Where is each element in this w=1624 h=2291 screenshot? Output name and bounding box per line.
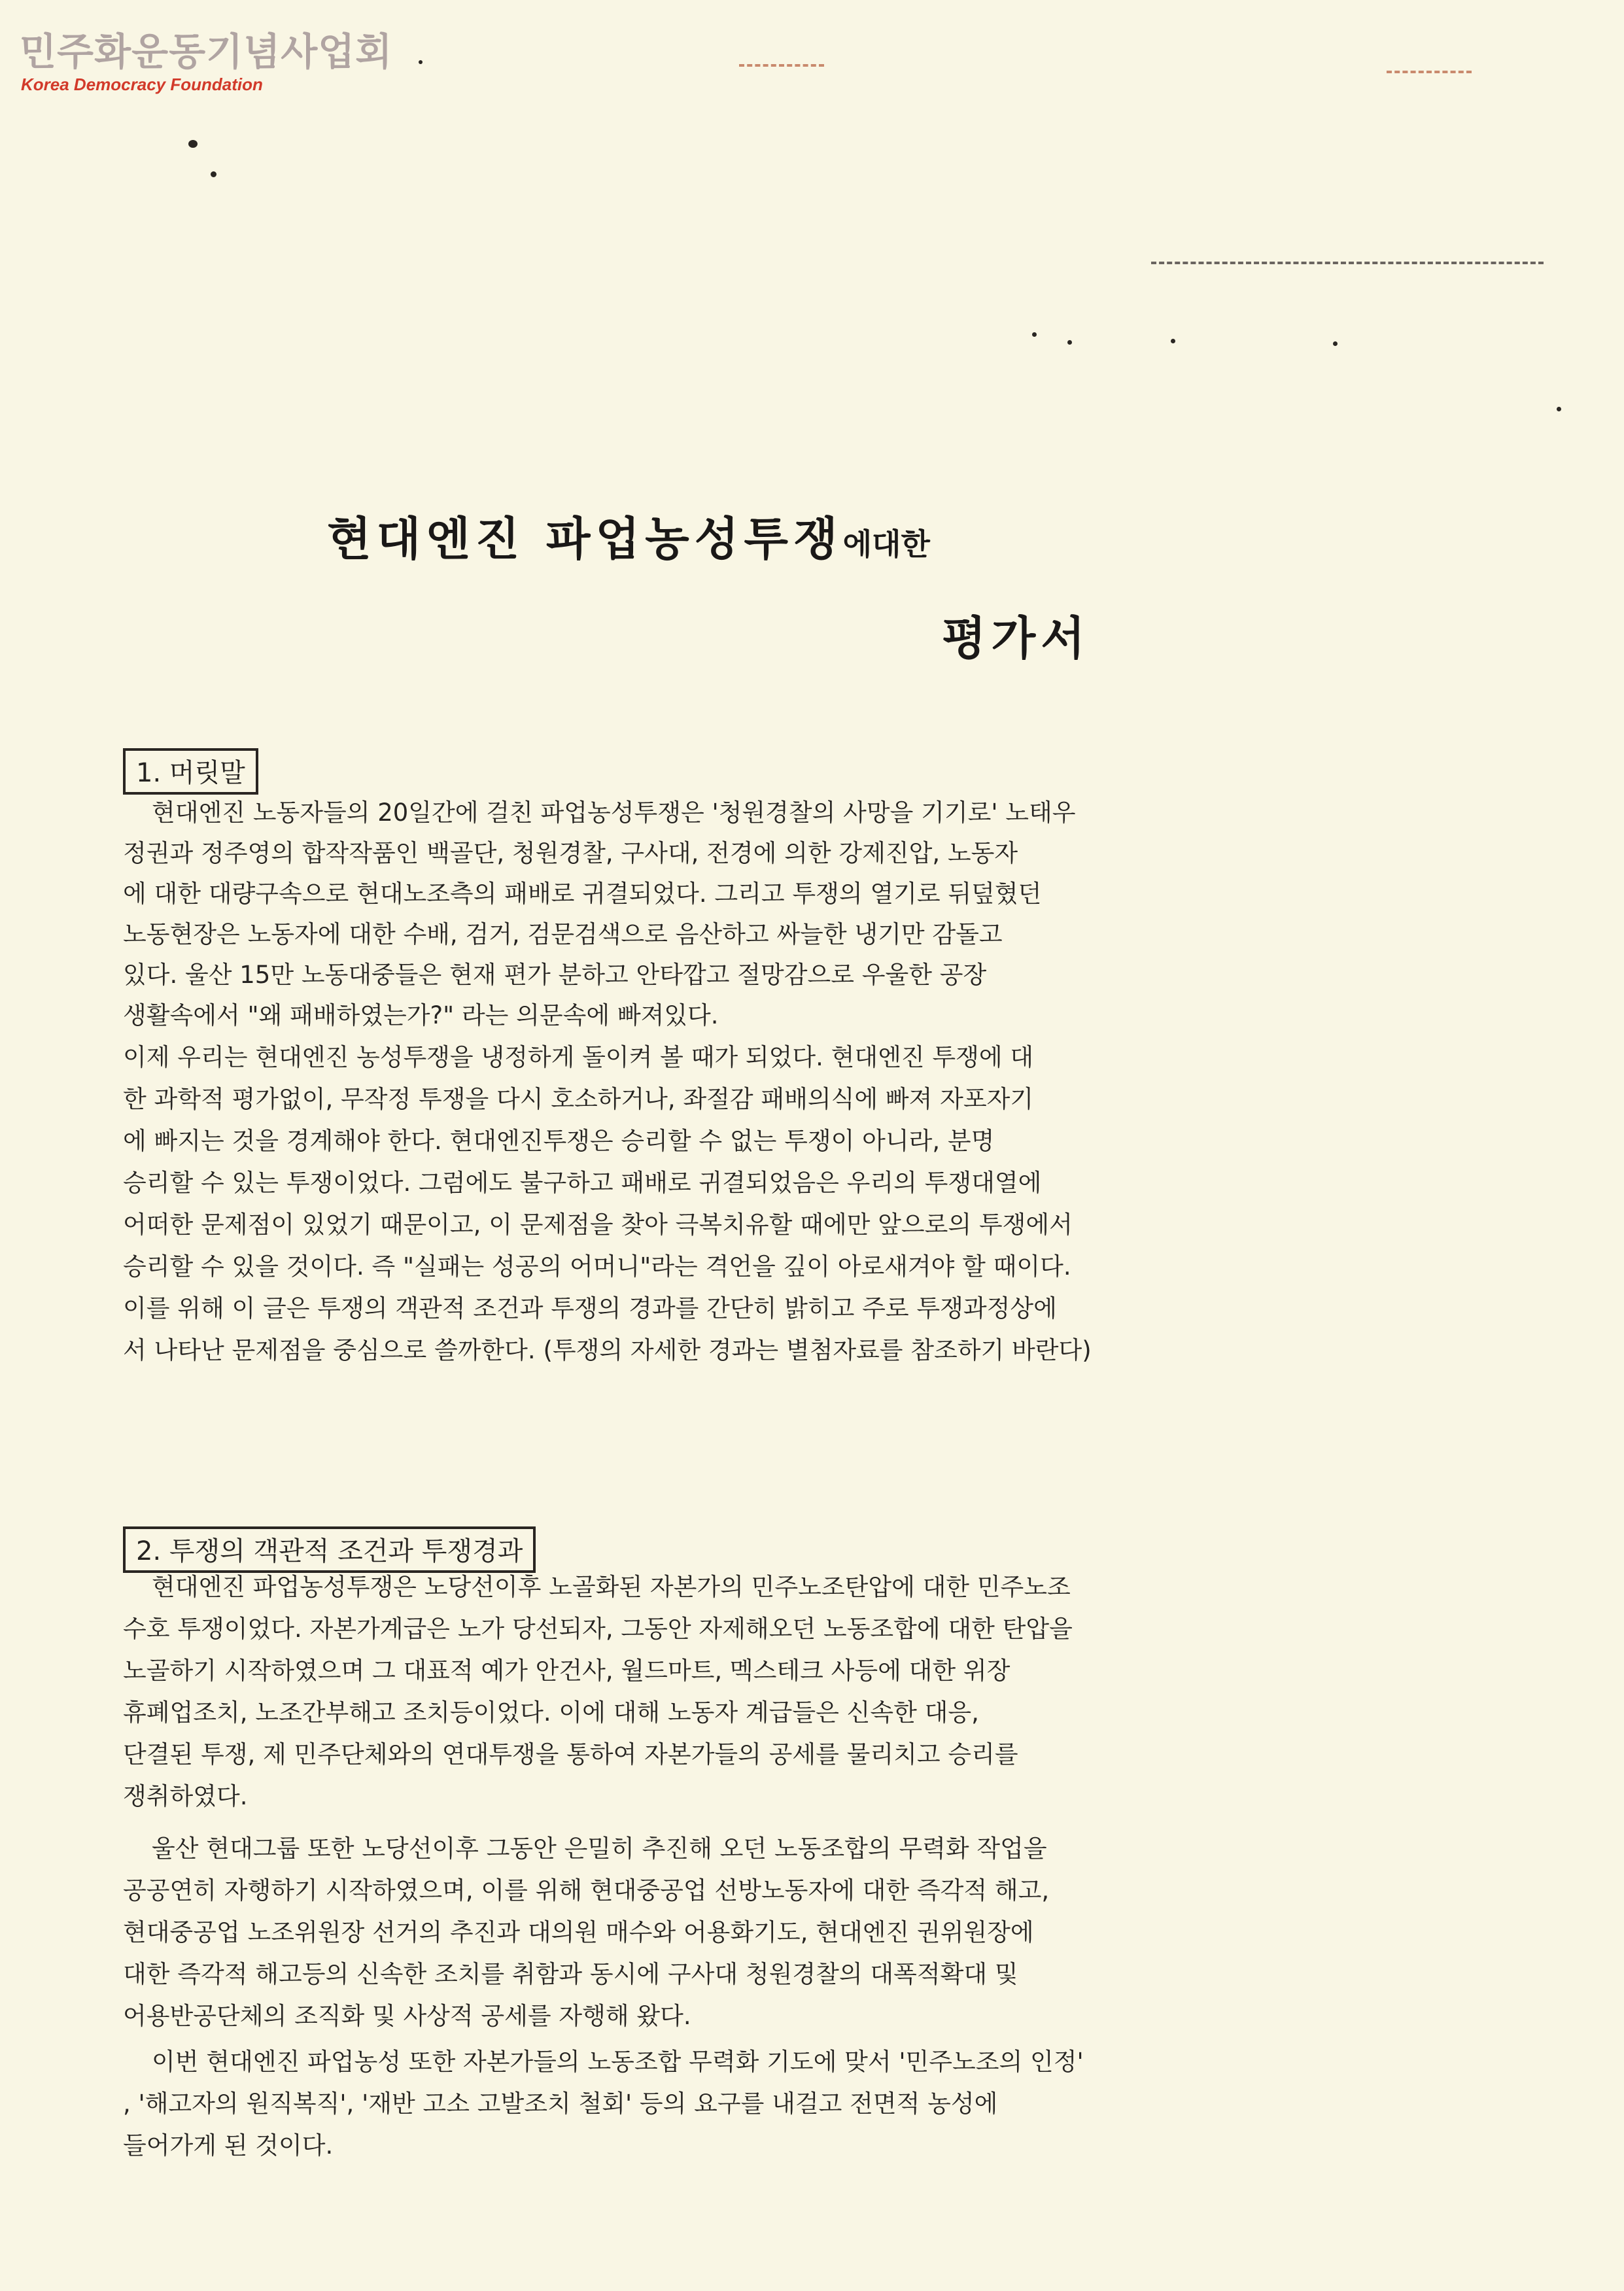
paragraph-line: 이를 위해 이 글은 투쟁의 객관적 조건과 투쟁의 경과를 간단히 밝히고 주로 투쟁과정상에 [123,1294,1057,1322]
paragraph-line: 현대중공업 노조위원장 선거의 추진과 대의원 매수와 어용화기도, 현대엔진 권위원장에 [123,1918,1034,1946]
scan-artifact [1387,71,1472,73]
paragraph-line: 서 나타난 문제점을 중심으로 쓸까한다. (투쟁의 자세한 경과는 별첨자료를 참조하기 바란다) [123,1336,1092,1364]
paragraph-line: 에 빠지는 것을 경계해야 한다. 현대엔진투쟁은 승리할 수 없는 투쟁이 아니라, 분명 [123,1127,995,1155]
scan-artifact [1151,262,1544,264]
scan-artifact [739,64,824,67]
paragraph-line: 정권과 정주영의 합작작품인 백골단, 청원경찰, 구사대, 전경에 의한 강제진압, 노동자 [123,839,1018,867]
paragraph-line: 생활속에서 "왜 패배하였는가?" 라는 의문속에 빠져있다. [123,1001,719,1029]
scan-artifact [211,171,216,177]
section-heading: 1. 머릿말 [123,748,258,795]
paragraph-line: 현대엔진 파업농성투쟁은 노당선이후 노골화된 자본가의 민주노조탄압에 대한 민주노조 [152,1573,1071,1601]
scan-artifact [1333,341,1338,346]
scan-artifact [419,60,423,64]
section-heading: 2. 투쟁의 객관적 조건과 투쟁경과 [123,1526,536,1573]
page-title [327,502,930,568]
paragraph-line: 있다. 울산 15만 노동대중들은 현재 편가 분하고 안타깝고 절망감으로 우울한 공장 [123,961,987,989]
title-main: 현대엔진 파업농성투쟁 [327,511,843,566]
paragraph-line: 대한 즉각적 해고등의 신속한 조치를 취함과 동시에 구사대 청원경찰의 대폭적확대 및 [123,1960,1018,1988]
paragraph-line: 들어가게 된 것이다. [123,2131,334,2160]
watermark-korean: 민주화운동기념사업회 [20,29,393,74]
scan-artifact [1067,340,1072,345]
watermark-english: Korea Democracy Foundation [21,75,263,94]
scan-artifact [1032,332,1037,337]
scan-artifact [188,140,198,148]
paragraph-line: 어용반공단체의 조직화 및 사상적 공세를 자행해 왔다. [123,2002,691,2030]
paragraph-line: 한 과학적 평가없이, 무작정 투쟁을 다시 호소하거나, 좌절감 패배의식에 빠져 자포자기 [123,1085,1034,1113]
paragraph-line: 울산 현대그룹 또한 노당선이후 그동안 은밀히 추진해 오던 노동조합의 무력화 작업을 [152,1835,1047,1863]
title-suffix: 에대한 [842,526,930,562]
paragraph-line: 이제 우리는 현대엔진 농성투쟁을 냉정하게 돌이켜 볼 때가 되었다. 현대엔진 투쟁에 대 [123,1043,1034,1071]
paragraph-line: 노골하기 시작하였으며 그 대표적 예가 안건사, 월드마트, 멕스테크 사등에 대한 위장 [123,1657,1011,1685]
paragraph-line: 수호 투쟁이었다. 자본가계급은 노가 당선되자, 그동안 자제해오던 노동조합에 대한 탄압을 [123,1615,1073,1643]
paragraph-line: 쟁취하였다. [123,1782,248,1810]
paragraph-line: 노동현장은 노동자에 대한 수배, 검거, 검문검색으로 음산하고 싸늘한 냉기만 감돌고 [123,920,1003,948]
paragraph-line: 승리할 수 있는 투쟁이었다. 그럼에도 불구하고 패배로 귀결되었음은 우리의 투쟁대열에 [123,1169,1042,1197]
paragraph-line: 단결된 투쟁, 제 민주단체와의 연대투쟁을 통하여 자본가들의 공세를 물리치고 승리를 [123,1740,1018,1768]
paragraph-line: 어떠한 문제점이 있었기 때문이고, 이 문제점을 찾아 극복치유할 때에만 앞으로의 투쟁에서 [123,1211,1073,1239]
paragraph-line: 공공연히 자행하기 시작하였으며, 이를 위해 현대중공업 선방노동자에 대한 즉각적 해고, [123,1876,1050,1904]
page-subtitle: 평가서 [942,611,1090,665]
paragraph-line: 현대엔진 노동자들의 20일간에 걸친 파업농성투쟁은 '청원경찰의 사망을 기기로' 노태우 [152,799,1076,827]
paragraph-line: 에 대한 대량구속으로 현대노조측의 패배로 귀결되었다. 그리고 투쟁의 열기로 뒤덮혔던 [123,880,1042,908]
paragraph-line: 승리할 수 있을 것이다. 즉 "실패는 성공의 어머니"라는 격언을 깊이 아로새겨야 할 때이다. [123,1252,1071,1281]
scan-artifact [1171,339,1175,343]
paragraph-line: 이번 현대엔진 파업농성 또한 자본가들의 노동조합 무력화 기도에 맞서 '민주노조의 인정' [152,2048,1084,2076]
paragraph-line: 휴폐업조치, 노조간부해고 조치등이었다. 이에 대해 노동자 계급들은 신속한 대응, [123,1698,979,1727]
paragraph-line: , '해고자의 원직복직', '재반 고소 고발조치 철회' 등의 요구를 내걸고 전면적 농성에 [123,2090,998,2118]
scan-artifact [1557,407,1561,411]
